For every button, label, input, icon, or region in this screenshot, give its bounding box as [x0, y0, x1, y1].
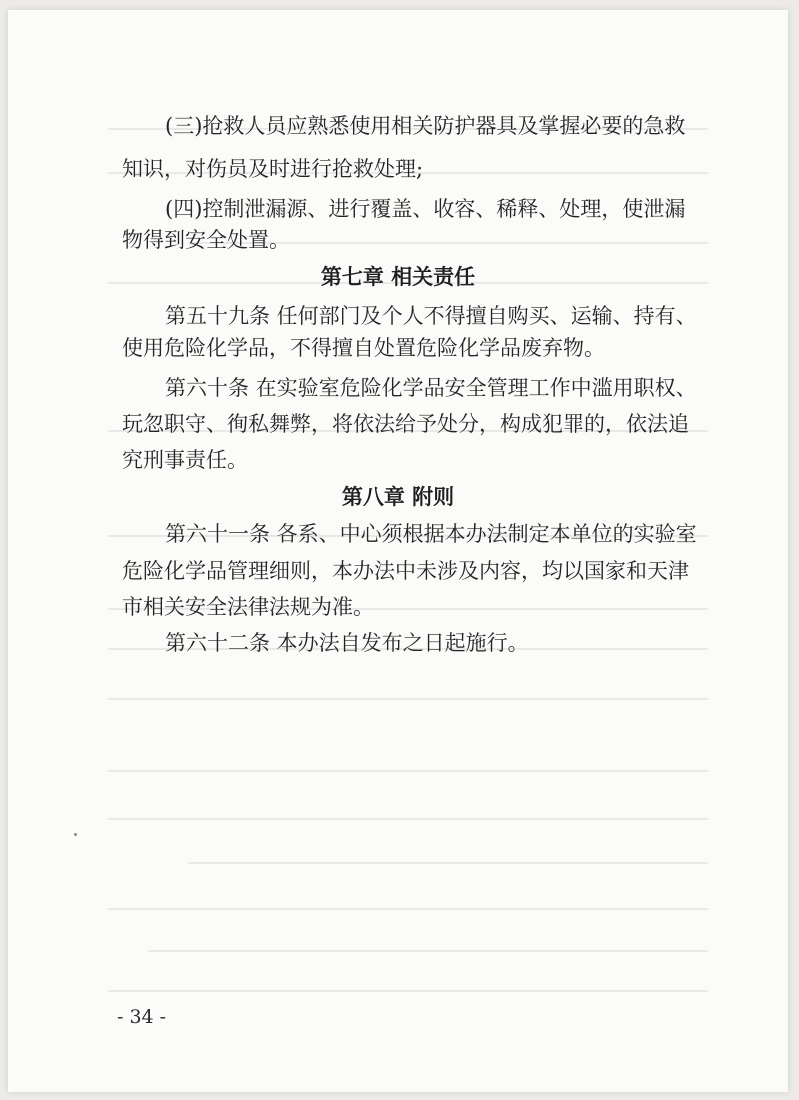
paragraph-item-3-line-2: 知识，对伤员及时进行抢救处理;	[122, 157, 424, 181]
paragraph-item-3-line-1: (三)抢救人员应熟悉使用相关防护器具及掌握必要的急救	[165, 114, 686, 138]
page-number: - 34 -	[117, 1006, 167, 1028]
article-60-line-2: 玩忽职守、徇私舞弊，将依法给予处分，构成犯罪的，依法追	[122, 412, 689, 436]
article-60-line-3: 究刑事责任。	[122, 448, 248, 472]
document-page	[8, 10, 788, 1092]
article-59-line-1: 第五十九条 任何部门及个人不得擅自购买、运输、持有、	[165, 304, 697, 328]
article-59-line-2: 使用危险化学品，不得擅自处置危险化学品废弃物。	[122, 336, 605, 360]
paragraph-item-4-line-2: 物得到安全处置。	[122, 228, 290, 252]
scan-speck	[74, 833, 77, 836]
chapter-7-heading: 第七章 相关责任	[320, 265, 476, 289]
chapter-8-heading: 第八章 附则	[341, 485, 455, 509]
article-61-line-1: 第六十一条 各系、中心须根据本办法制定本单位的实验室	[165, 522, 697, 546]
article-62-line-1: 第六十二条 本办法自发布之日起施行。	[165, 631, 529, 655]
paragraph-item-4-line-1: (四)控制泄漏源、进行覆盖、收容、稀释、处理，使泄漏	[165, 197, 686, 221]
article-61-line-3: 市相关安全法律法规为准。	[122, 595, 374, 619]
article-61-line-2: 危险化学品管理细则，本办法中未涉及内容，均以国家和天津	[122, 559, 689, 583]
article-60-line-1: 第六十条 在实验室危险化学品安全管理工作中滥用职权、	[165, 376, 697, 400]
